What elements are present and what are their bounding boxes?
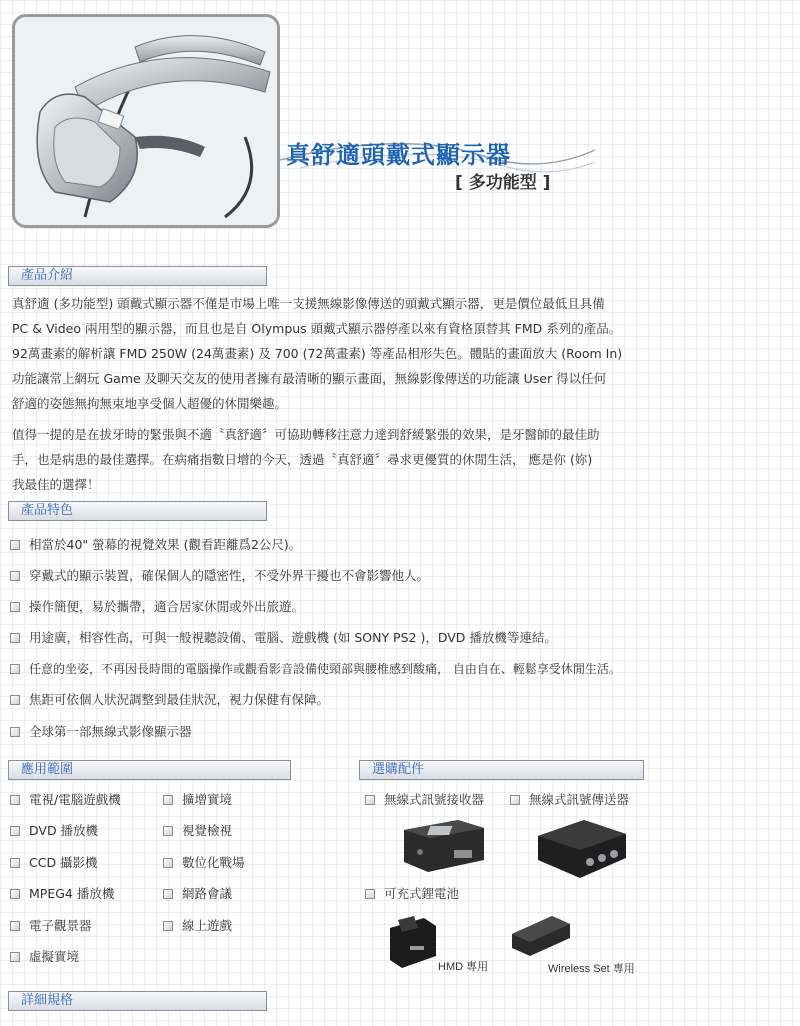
bullet-square-icon	[10, 571, 20, 581]
section-heading-specs: 詳細規格	[8, 991, 267, 1011]
application-item	[163, 918, 232, 934]
application-text: 數位化戰場	[182, 855, 245, 870]
bullet-square-icon	[10, 921, 20, 931]
bullet-square-icon	[10, 664, 20, 674]
page-title: 真舒適頭戴式顯示器	[286, 141, 511, 169]
feature-text: 穿戴式的顯示裝置，確保個人的隱密性，不受外界干擾也不會影響他人。	[29, 568, 430, 583]
bullet-square-icon	[10, 795, 20, 805]
bullet-square-icon	[10, 633, 20, 643]
bullet-square-icon	[163, 795, 173, 805]
feature-text: 用途廣，相容性高，可與一般視聽設備、電腦、遊戲機 (如 SONY PS2 )，DVD 播放機等連結。	[29, 630, 557, 645]
section-heading-features: 產品特色	[8, 501, 267, 521]
intro-line: 功能讓常上網玩 Game 及聊天交友的使用者擁有最清晰的顯示畫面，無線影像傳送的功能讓 User 得以任何	[12, 371, 607, 386]
application-text: 擴增實境	[182, 792, 233, 807]
feature-item	[10, 537, 301, 553]
section-heading-applications: 應用範圍	[8, 760, 291, 780]
intro-line: 我最佳的選擇！	[12, 477, 100, 492]
feature-item	[10, 724, 192, 740]
bullet-square-icon	[163, 889, 173, 899]
accessory-text: 無線式訊號接收器	[384, 792, 485, 807]
intro-line: 值得一提的是在拔牙時的緊張與不適〝真舒適〞可協助轉移注意力達到舒緩緊張的效果，是牙醫師的最佳助	[12, 427, 600, 442]
application-item	[10, 949, 79, 965]
feature-text: 操作簡便，易於攜帶，適合居家休閒或外出旅遊。	[29, 599, 305, 614]
section-heading-accessories: 選購配件	[359, 760, 644, 780]
application-text: 視覺檢視	[182, 823, 233, 838]
bullet-square-icon	[10, 952, 20, 962]
intro-line: 真舒適 (多功能型) 頭戴式顯示器不僅是市場上唯一支援無線影像傳送的頭戴式顯示器，更是價位最低且具備	[12, 296, 605, 311]
application-item	[10, 886, 114, 902]
feature-text: 全球第一部無線式影像顯示器	[29, 724, 192, 739]
feature-item	[10, 568, 429, 584]
bullet-square-icon	[365, 889, 375, 899]
bullet-square-icon	[365, 795, 375, 805]
application-item	[163, 792, 232, 808]
product-hero-image	[12, 14, 280, 228]
application-text: 虛擬實境	[29, 949, 80, 964]
hmd-battery-image	[384, 912, 440, 972]
application-item	[163, 823, 232, 839]
application-text: CCD 攝影機	[29, 855, 98, 870]
application-text: DVD 播放機	[29, 823, 99, 838]
bullet-square-icon	[10, 727, 20, 737]
hmd-battery-caption: HMD 專用	[438, 961, 489, 973]
bullet-square-icon	[10, 889, 20, 899]
accessory-text: 可充式鋰電池	[384, 886, 460, 901]
application-item	[10, 918, 92, 934]
intro-line: PC & Video 兩用型的顯示器，而且也是自 Olympus 頭戴式顯示器停產以來有資格頂替其 FMD 系列的產品。	[12, 321, 622, 336]
application-text: 網路會議	[182, 886, 233, 901]
application-item	[163, 886, 232, 902]
wireless-battery-image	[508, 910, 574, 960]
bullet-square-icon	[10, 858, 20, 868]
feature-text: 相當於40" 螢幕的視覺效果 (觀看距離爲2公尺)。	[29, 537, 302, 552]
page-subtitle: [ 多功能型 ]	[455, 173, 551, 193]
bullet-square-icon	[10, 695, 20, 705]
intro-line: 手，也是病患的最佳選擇。在病痛指數日增的今天，透過〝真舒適〞尋求更優質的休閒生活， 應是你 (妳)	[12, 452, 593, 467]
transmitter-image	[534, 816, 630, 882]
application-text: 電視/電腦遊戲機	[29, 792, 121, 807]
intro-line: 92萬畫素的解析讓 FMD 250W (24萬畫素) 及 700 (72萬畫素) 等產品相形失色。體貼的畫面放大 (Room In)	[12, 346, 623, 361]
section-heading-intro: 產品介紹	[8, 266, 267, 286]
wireless-battery-caption: Wireless Set 專用	[548, 963, 635, 975]
intro-paragraph-2	[12, 422, 692, 497]
accessory-item	[365, 886, 459, 902]
bullet-square-icon	[10, 602, 20, 612]
application-text: MPEG4 播放機	[29, 886, 115, 901]
feature-item	[10, 692, 329, 708]
application-item	[10, 855, 98, 871]
application-text: 線上遊戲	[182, 918, 233, 933]
application-item	[163, 855, 245, 871]
bullet-square-icon	[510, 795, 520, 805]
feature-item	[10, 661, 621, 677]
intro-paragraph-1	[12, 291, 692, 416]
bullet-square-icon	[163, 826, 173, 836]
application-item	[10, 823, 98, 839]
receiver-image	[398, 816, 488, 874]
feature-item	[10, 599, 304, 615]
application-text: 電子觀景器	[29, 918, 92, 933]
feature-text: 任意的坐姿，不再因長時間的電腦操作或觀看影音設備使頸部與腰椎感到酸痛， 自由自在、輕鬆享受休閒生活。	[29, 662, 621, 676]
application-item	[10, 792, 121, 808]
feature-text: 焦距可依個人狀況調整到最佳狀況，視力保健有保障。	[29, 692, 330, 707]
intro-line: 舒適的姿態無拘無束地享受個人超優的休閒樂趣。	[12, 396, 288, 411]
bullet-square-icon	[163, 858, 173, 868]
accessory-item	[510, 792, 629, 808]
bullet-square-icon	[10, 540, 20, 550]
bullet-square-icon	[163, 921, 173, 931]
accessory-text: 無線式訊號傳送器	[529, 792, 630, 807]
bullet-square-icon	[10, 826, 20, 836]
feature-item	[10, 630, 557, 646]
accessory-item	[365, 792, 484, 808]
